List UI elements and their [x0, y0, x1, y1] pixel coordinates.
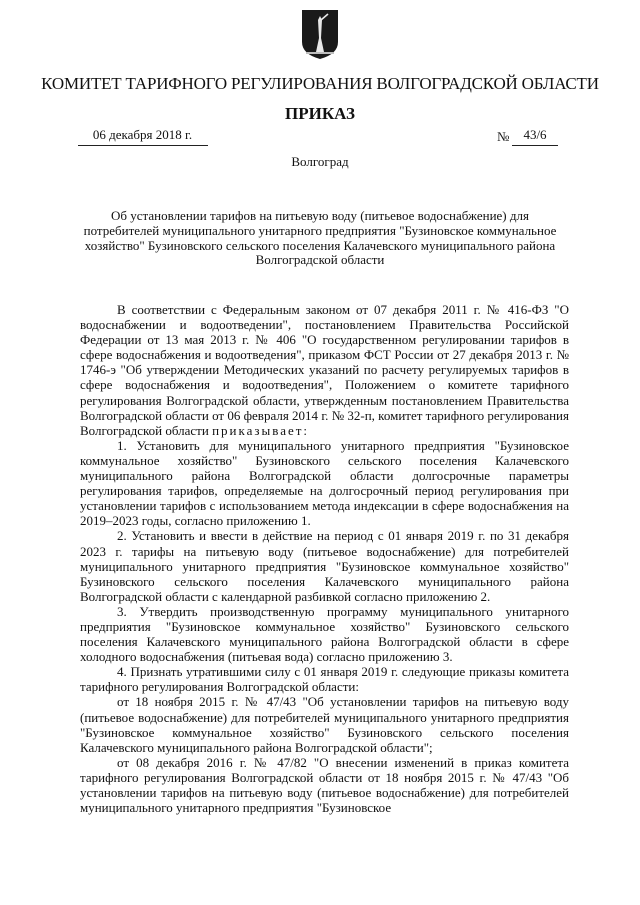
- document-date: 06 декабря 2018 г.: [92, 127, 193, 142]
- item-4-sub-b: от 08 декабря 2016 г. № 47/82 "О внесении изменений в приказ комитета тарифного регулирования Волгоградской области от 18 ноября 2015 г. № 47/43 "Об установлении тарифов на питьевую воду (питьевое водоснабжение) для потребителей муниципального унитарного предприятия "Бузиновское: [80, 754, 569, 816]
- item-4-sub-a: от 18 ноября 2015 г. № 47/43 "Об установлении тарифов на питьевую воду (питьевое водоснабжение) для потребителей муниципального унитарного предприятия "Бузиновское коммунальное хозяйство" Бузиновского сельского поселения Калачевского муниципального района Волгоградской области";: [80, 694, 569, 755]
- date-underline: [78, 145, 208, 146]
- item-3: 3. Утвердить производственную программу муниципального унитарного предприятия "Бузиновское коммунальное хозяйство" Бузиновского сельского поселения Калачевского муниципального района Волгоградской области в сфере холодного водоснабжения (питьевая вода) согласно приложению 3.: [80, 603, 569, 665]
- number-label: №: [497, 129, 510, 144]
- committee-name: КОМИТЕТ ТАРИФНОГО РЕГУЛИРОВАНИЯ ВОЛГОГРАДСКОЙ ОБЛАСТИ: [41, 74, 599, 93]
- orders-word: приказывает:: [212, 422, 310, 438]
- item-4: 4. Признать утратившими силу с 01 января 2019 г. следующие приказы комитета тарифного регулирования Волгоградской области:: [80, 664, 569, 695]
- document-number: 43/6: [523, 127, 547, 142]
- intro-text: В соответствии с Федеральным законом от 07 декабря 2011 г. № 416-ФЗ "О водоснабжении и водоотведении", постановлением Правительства Российской Федерации от 13 мая 2013 г. № 406 "О государственном регулировании тарифов в сфере водоснабжения и водоотведения", приказом ФСТ России от 27 декабря 2013 г. № 1746-э "Об утверждении Методических указаний по расчету регулируемых тарифов в сфере водоснабжения и водоотведения", Положением о комитете тарифного регулирования Волгоградской области, утвержденным постановлением Правительства Волгоградской области от 06 февраля 2014 г. № 32-п, комитет тарифного регулирования Волгоградской области: [80, 302, 569, 438]
- coat-of-arms-icon: [300, 8, 340, 60]
- city: Волгоград: [291, 154, 349, 169]
- document-type: ПРИКАЗ: [285, 104, 355, 123]
- item-1: 1. Установить для муниципального унитарного предприятия "Бузиновское коммунальное хозяйство" Бузиновского сельского поселения Калачевского муниципального района Волгоградской области долгосрочные параметры регулирования тарифов, определяемые на долгосрочный период регулирования при установлении тарифов с использованием метода индексации в сфере водоснабжения на 2019–2023 годы, согласно приложению 1.: [80, 437, 569, 529]
- number-underline: [512, 145, 558, 146]
- item-2: 2. Установить и ввести в действие на период с 01 января 2019 г. по 31 декабря 2023 г. тарифы на питьевую воду (питьевое водоснабжение) для потребителей муниципального унитарного предприятия "Бузиновское коммунальное хозяйство" Бузиновского сельского поселения Калачевского муниципального района Волгоградской области с календарной разбивкой согласно приложению 2.: [80, 528, 569, 604]
- document-subject: Об установлении тарифов на питьевую воду (питьевое водоснабжение) для потребителей муниципального унитарного предприятия "Бузиновское коммунальное хозяйство" Бузиновского сельского поселения Калачевского муниципального района Волгоградской области: [83, 208, 557, 268]
- intro-paragraph: [80, 302, 569, 438]
- document-body: [80, 302, 569, 815]
